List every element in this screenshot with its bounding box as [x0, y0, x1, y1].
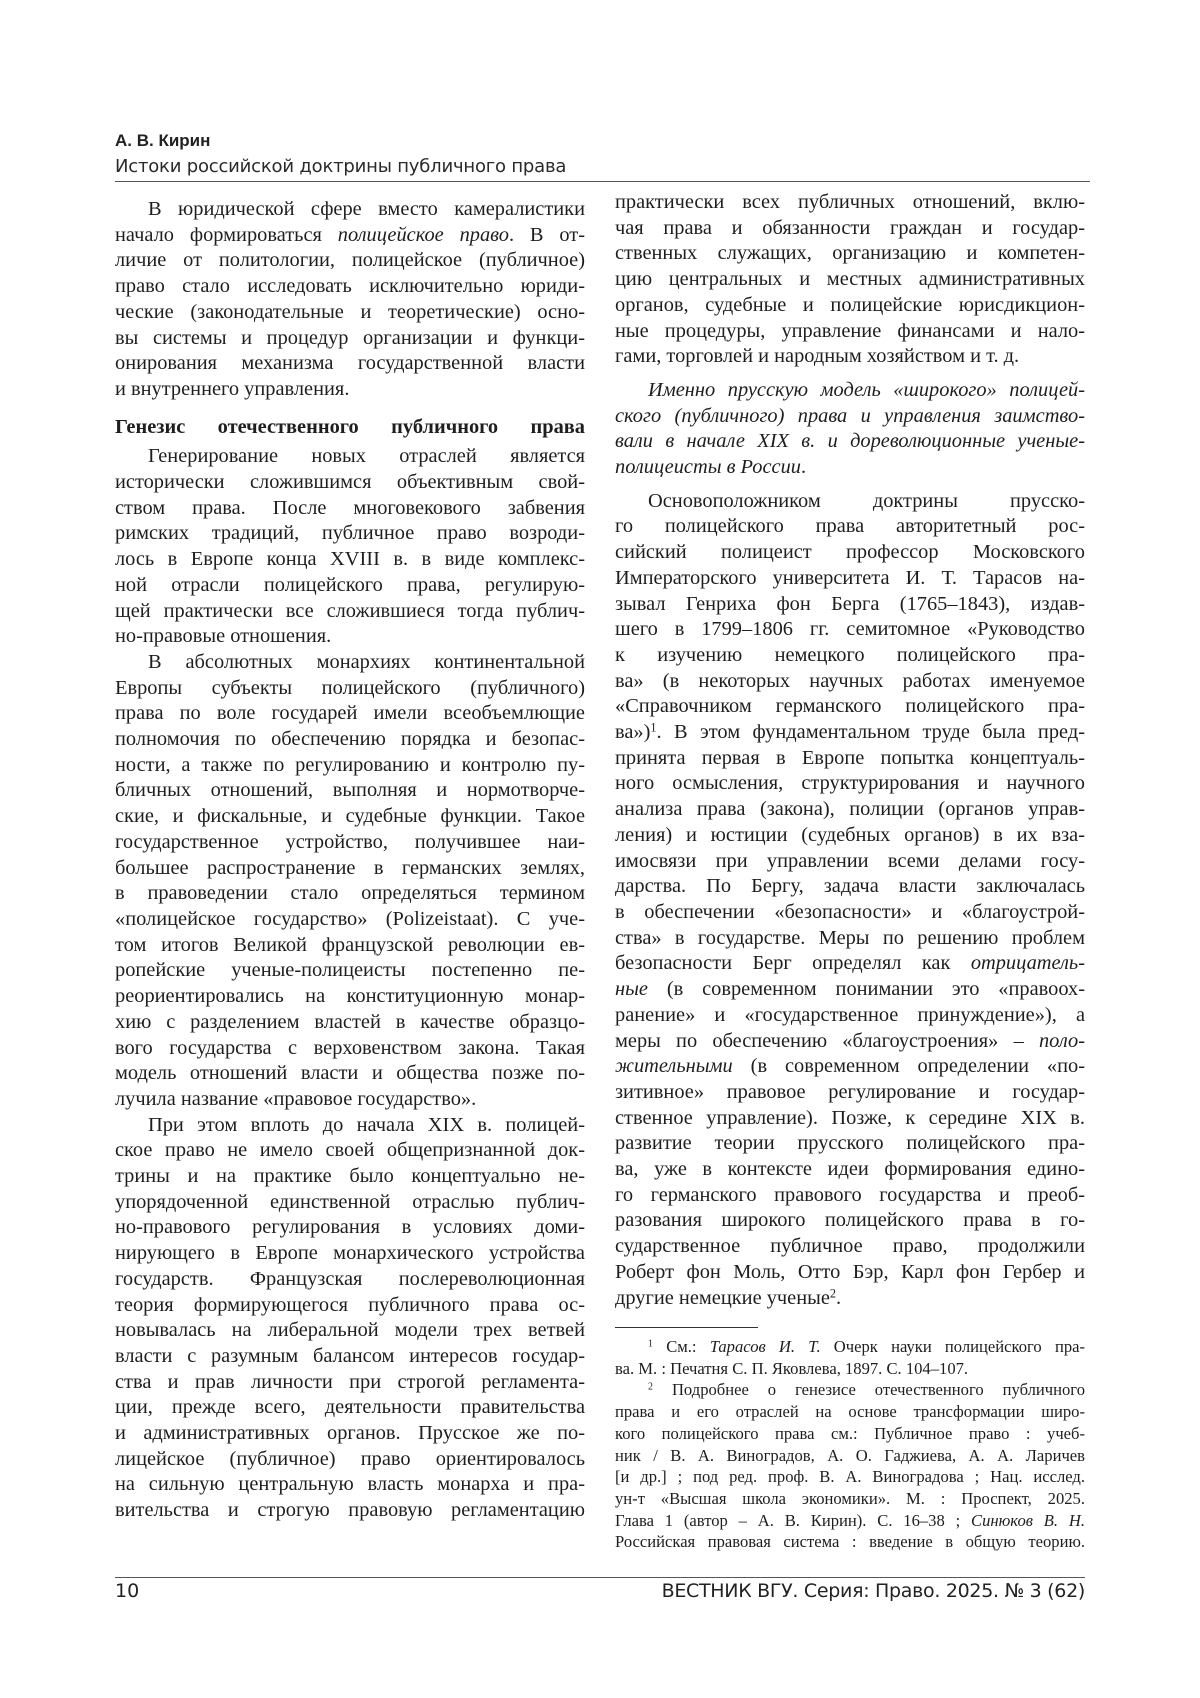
text-line — [615, 540, 1085, 566]
text-line — [115, 958, 585, 984]
footnotes — [615, 1336, 1085, 1553]
text-line — [615, 566, 1085, 592]
text-segment: (в современном определении «по- — [733, 1055, 1085, 1077]
text-line — [615, 1379, 1085, 1401]
text-line — [115, 300, 585, 326]
text-segment: и внутреннего управления. — [115, 378, 349, 400]
text-line — [615, 1183, 1085, 1209]
footer-divider — [115, 1577, 1085, 1578]
text-line — [615, 746, 1085, 772]
paragraph — [115, 444, 585, 650]
text-line — [115, 326, 585, 352]
text-line — [115, 470, 585, 496]
italic-text: ные — [615, 978, 648, 1000]
text-segment: Генерирование новых отраслей является — [148, 445, 585, 467]
text-line — [615, 771, 1085, 797]
text-segment: личие от политологии, полицейское (публичное) — [115, 249, 585, 271]
text-segment: Российская правовая система : введение в общую теорию. — [615, 1532, 1085, 1551]
text-line — [615, 190, 1085, 216]
italic-text: жительными — [615, 1055, 733, 1077]
text-line — [115, 1010, 585, 1036]
text-line — [615, 489, 1085, 515]
footnote — [615, 1379, 1085, 1553]
text-segment: органов, судебные и полицейские юрисдикцион- — [615, 294, 1085, 316]
text-segment: но-правовые отношения. — [115, 625, 331, 647]
text-segment: лучила название «правовое государство». — [115, 1088, 476, 1110]
text-segment: на сильную центральную власть монарха и пра- — [115, 1473, 585, 1495]
text-segment: ва, уже в контексте идеи формирования едино- — [615, 1158, 1085, 1180]
text-segment: ства» в государстве. Меры по решению проблем — [615, 927, 1085, 949]
text-line — [615, 1003, 1085, 1029]
text-segment: новывалась на либеральной модели трех ветвей — [115, 1319, 585, 1341]
text-segment: государств. Французская послереволюционная — [115, 1268, 585, 1290]
text-line — [615, 669, 1085, 695]
text-line — [115, 701, 585, 727]
text-segment: цию центральных и местных административных — [615, 268, 1085, 290]
text-segment: римских традиций, публичное право возроди- — [115, 522, 585, 544]
italic-text: полицейское право — [338, 224, 509, 246]
text-line — [115, 907, 585, 933]
paragraph — [615, 190, 1085, 370]
text-segment: ного осмысления, структурирования и научного — [615, 772, 1085, 794]
text-segment: ропейские ученые-полицеисты постепенно пе- — [115, 959, 585, 981]
text-segment: государственное устройство, получившее наи- — [115, 831, 585, 853]
text-segment: Генезис отечественного публичного права — [115, 416, 585, 438]
text-line — [115, 274, 585, 300]
text-segment: кого полицейского права см.: Публичное право : учеб- — [615, 1424, 1085, 1443]
text-line — [615, 951, 1085, 977]
text-line — [115, 727, 585, 753]
text-line — [615, 267, 1085, 293]
page-number: 10 — [115, 1580, 139, 1602]
text-segment: к изучению немецкого полицейского пра- — [615, 644, 1085, 666]
text-line — [615, 1234, 1085, 1260]
text-line — [615, 241, 1085, 267]
text-segment: Очерк науки полицейского пра- — [821, 1337, 1085, 1356]
paragraph — [615, 378, 1085, 481]
text-line — [115, 1138, 585, 1164]
italic-text: поло- — [1039, 1030, 1085, 1052]
text-line — [115, 778, 585, 804]
text-line — [115, 223, 585, 249]
text-line — [615, 1054, 1085, 1080]
text-segment: ственных служащих, организацию и компетен- — [615, 242, 1085, 264]
text-segment: го германского правового государства и преоб- — [615, 1184, 1085, 1206]
paragraph — [615, 489, 1085, 1312]
text-line — [115, 1421, 585, 1447]
text-segment: сударственное публичное право, продолжили — [615, 1235, 1085, 1257]
text-line — [615, 319, 1085, 345]
text-line — [115, 444, 585, 470]
text-segment: ва. М. : Печатня С. П. Яковлева, 1897. С. 104–107. — [615, 1359, 968, 1378]
text-segment: реориентировались на конституционную монар- — [115, 985, 585, 1007]
text-segment: права и его отраслей на основе трансформации широ- — [615, 1402, 1085, 1421]
italic-text: Тарасов И. Т. — [710, 1337, 821, 1356]
text-line — [115, 753, 585, 779]
paragraph — [115, 197, 585, 403]
text-line — [115, 1241, 585, 1267]
text-segment: ства и прав личности при строгой регламента- — [115, 1371, 585, 1393]
text-segment: разования широкого полицейского права в го- — [615, 1209, 1085, 1231]
text-line — [615, 455, 1085, 481]
text-segment: и административных органов. Прусское же по- — [115, 1422, 585, 1444]
text-line — [615, 1029, 1085, 1055]
text-segment: (в современном понимании это «правоох- — [648, 978, 1085, 1000]
text-segment: вы системы и процедур организации и функци- — [115, 327, 585, 349]
text-segment: полномочия по обеспечению порядка и безопас- — [115, 728, 585, 750]
footnote-ref: 2 — [830, 1286, 836, 1300]
text-line — [115, 547, 585, 573]
text-line — [615, 592, 1085, 618]
text-line — [615, 1423, 1085, 1445]
text-line — [115, 351, 585, 377]
text-segment: ции, прежде всего, деятельности правительства — [115, 1396, 585, 1418]
text-line — [115, 1190, 585, 1216]
text-line — [115, 1395, 585, 1421]
text-line — [615, 977, 1085, 1003]
text-segment: ной отрасли полицейского права, регулирую- — [115, 574, 585, 596]
text-line — [115, 804, 585, 830]
text-line — [615, 1510, 1085, 1532]
text-segment: начало формироваться — [115, 224, 338, 246]
text-segment: власти с разумным балансом интересов государ- — [115, 1345, 585, 1367]
text-segment: Основоположником доктрины прусско- — [648, 490, 1085, 512]
text-segment: ления) и юстиции (судебных органов) в их вза- — [615, 824, 1085, 846]
text-segment: принята первая в Европе попытка концептуаль- — [615, 747, 1085, 769]
text-line — [615, 1131, 1085, 1157]
text-segment: ское право не имело своей общепризнанной док- — [115, 1139, 585, 1161]
text-line — [115, 984, 585, 1010]
text-segment: меры по обеспечению «благоустроения» – — [615, 1030, 1039, 1052]
text-segment: ун-т «Высшая школа экономики». М. : Проспект, 2025. — [615, 1489, 1085, 1508]
running-header-title: Истоки российской доктрины публичного права — [115, 156, 566, 177]
text-line — [115, 248, 585, 274]
italic-text: Синюков В. Н. — [971, 1511, 1085, 1530]
text-line — [615, 874, 1085, 900]
text-segment: онирования механизма государственной власти — [115, 352, 585, 374]
footnote-ref: 1 — [648, 1339, 653, 1350]
right-column — [615, 190, 1085, 1311]
header-divider — [115, 181, 1090, 182]
text-line — [615, 1286, 1085, 1312]
text-segment: ческие (законодательные и теоретические) осно- — [115, 301, 585, 323]
text-segment: в обеспечении «безопасности» и «благоустрой- — [615, 901, 1085, 923]
text-segment: Роберт фон Моль, Отто Бэр, Карл фон Гербер и — [615, 1261, 1085, 1283]
text-line — [615, 1260, 1085, 1286]
text-line — [115, 1318, 585, 1344]
italic-text: полицеисты в России — [615, 456, 801, 478]
text-segment: имосвязи при управлении всеми делами госу- — [615, 850, 1085, 872]
text-segment: анализа права (закона), полиции (органов управ- — [615, 798, 1085, 820]
text-segment: права по воле государей имели всеобъемлющие — [115, 702, 585, 724]
left-column — [115, 197, 585, 1524]
text-segment: нирующего в Европе монархического устройства — [115, 1242, 585, 1264]
text-line — [115, 197, 585, 223]
text-line — [615, 1358, 1085, 1380]
paragraph — [115, 650, 585, 1113]
text-segment: В юридической сфере вместо камералистики — [148, 198, 585, 220]
text-line — [615, 900, 1085, 926]
text-segment: ник / В. А. Виноградов, А. О. Гаджиева, А. А. Ларичев — [615, 1446, 1085, 1465]
text-line — [615, 1080, 1085, 1106]
text-segment: ством права. После многовекового забвения — [115, 497, 585, 519]
text-line — [615, 1401, 1085, 1423]
text-line — [615, 344, 1085, 370]
text-line — [615, 514, 1085, 540]
text-line — [615, 1208, 1085, 1234]
text-segment: другие немецкие ученые — [615, 1287, 830, 1309]
text-segment: ва» (в некоторых научных работах именуемое — [615, 670, 1085, 692]
text-line — [615, 694, 1085, 720]
text-line — [115, 856, 585, 882]
text-segment: При этом вплоть до начала XIX в. полицей- — [148, 1114, 585, 1136]
italic-text: Именно прусскую модель «широкого» полицей- — [648, 379, 1085, 401]
text-segment: Императорского университета И. Т. Тарасов на- — [615, 567, 1085, 589]
text-line — [615, 720, 1085, 746]
text-segment: гами, торговлей и народным хозяйством и т. д. — [615, 345, 1019, 367]
text-segment: щей практически все сложившиеся тогда публич- — [115, 600, 585, 622]
text-segment: . — [836, 1287, 841, 1309]
text-line — [115, 1498, 585, 1524]
text-segment: модель отношений власти и общества позже по- — [115, 1062, 585, 1084]
text-segment: развитие теории прусского полицейского пра- — [615, 1132, 1085, 1154]
text-segment: теория формирующегося публичного права ос- — [115, 1294, 585, 1316]
text-line — [615, 429, 1085, 455]
text-segment: ва») — [615, 721, 650, 743]
footnote-ref: 1 — [650, 720, 656, 734]
text-line — [615, 1466, 1085, 1488]
text-line — [115, 521, 585, 547]
text-segment: В абсолютных монархиях континентальной — [148, 651, 585, 673]
text-line — [115, 496, 585, 522]
text-segment: го полицейского права авторитетный рос- — [615, 515, 1085, 537]
text-line — [615, 1531, 1085, 1553]
text-line — [115, 1036, 585, 1062]
text-line — [615, 643, 1085, 669]
text-line — [615, 216, 1085, 242]
text-line — [615, 926, 1085, 952]
text-segment: . — [801, 456, 806, 478]
text-segment: . В этом фундаментальном труде была пред- — [657, 721, 1085, 743]
text-segment: Подробнее о генезисе отечественного публичного — [653, 1380, 1085, 1399]
text-line — [615, 1488, 1085, 1510]
text-segment: зитивное» правовое регулирование и государ- — [615, 1081, 1085, 1103]
text-line — [615, 617, 1085, 643]
text-line — [615, 293, 1085, 319]
text-segment: вого государства с верховенством закона. Такая — [115, 1037, 585, 1059]
text-segment: безопасности Берг определял как — [615, 952, 971, 974]
text-segment: Глава 1 (автор – А. В. Кирин). С. 16–38 ; — [615, 1511, 971, 1530]
text-line — [115, 1370, 585, 1396]
text-line — [615, 1336, 1085, 1358]
text-line — [115, 1447, 585, 1473]
text-segment: «Справочником германского полицейского пра- — [615, 695, 1085, 717]
text-segment: См.: — [653, 1337, 710, 1356]
text-segment: бличных отношений, выполняя и нормотворче- — [115, 779, 585, 801]
text-segment: трины и на практике было концептуально не- — [115, 1165, 585, 1187]
text-line — [115, 415, 585, 441]
text-line — [115, 1113, 585, 1139]
text-line — [115, 377, 585, 403]
text-segment: [и др.] ; под ред. проф. В. А. Виноградова ; Нац. исслед. — [615, 1467, 1085, 1486]
text-segment: дарства. По Бергу, задача власти заключалась — [615, 875, 1085, 897]
text-line — [615, 1157, 1085, 1183]
footnote — [615, 1336, 1085, 1379]
text-line — [115, 650, 585, 676]
text-line — [115, 1293, 585, 1319]
text-line — [615, 849, 1085, 875]
text-line — [115, 1344, 585, 1370]
text-line — [115, 599, 585, 625]
text-segment: . В от- — [509, 224, 585, 246]
text-line — [115, 1267, 585, 1293]
text-segment: лицейское (публичное) право ориентировалось — [115, 1448, 585, 1470]
text-line — [615, 1445, 1085, 1467]
text-line — [115, 1215, 585, 1241]
text-segment: большее распространение в германских землях, — [115, 857, 585, 879]
text-line — [615, 378, 1085, 404]
paragraph — [115, 1113, 585, 1524]
text-segment: ные процедуры, управление финансами и нало- — [615, 320, 1085, 342]
text-line — [615, 797, 1085, 823]
text-segment: шего в 1799–1806 гг. семитомное «Руководство — [615, 618, 1085, 640]
text-line — [615, 1106, 1085, 1132]
text-segment: но-правового регулирования в условиях доми- — [115, 1216, 585, 1238]
text-segment: зывал Генриха фон Берга (1765–1843), издав- — [615, 593, 1085, 615]
text-line — [115, 573, 585, 599]
text-segment: чая права и обязанности граждан и государ- — [615, 217, 1085, 239]
section-heading — [115, 415, 585, 441]
text-segment: исторически сложившимся объективным свой- — [115, 471, 585, 493]
footnote-ref: 2 — [648, 1382, 653, 1393]
text-line — [115, 1164, 585, 1190]
text-line — [115, 933, 585, 959]
text-segment: ские, и фискальные, и судебные функции. Такое — [115, 805, 585, 827]
text-line — [615, 823, 1085, 849]
text-line — [615, 404, 1085, 430]
text-segment: в правоведении стало определяться термином — [115, 882, 585, 904]
text-line — [115, 676, 585, 702]
text-line — [115, 830, 585, 856]
italic-text: ского (публичного) права и управления заимство- — [615, 405, 1085, 427]
text-line — [115, 1061, 585, 1087]
text-segment: сийский полицеист профессор Московского — [615, 541, 1085, 563]
text-segment: хию с разделением властей в качестве образцо- — [115, 1011, 585, 1033]
text-segment: лось в Европе конца XVIII в. в виде комплекс- — [115, 548, 585, 570]
text-segment: «полицейское государство» (Polizeistaat). С уче- — [115, 908, 585, 930]
text-segment: том итогов Великой французской революции ев- — [115, 934, 585, 956]
text-line — [115, 881, 585, 907]
journal-title: ВЕСТНИК ВГУ. Серия: Право. 2025. № 3 (62) — [662, 1580, 1085, 1602]
text-segment: ственное управление). Позже, к середине XIX в. — [615, 1107, 1085, 1129]
text-segment: упорядоченной единственной отраслью публич- — [115, 1191, 585, 1213]
text-segment: практически всех публичных отношений, вклю- — [615, 191, 1085, 213]
text-segment: Европы субъекты полицейского (публичного) — [115, 677, 585, 699]
text-line — [115, 1087, 585, 1113]
text-line — [115, 1472, 585, 1498]
italic-text: вали в начале XIX в. и дореволюционные ученые- — [615, 430, 1085, 452]
text-line — [115, 624, 585, 650]
running-header-author: А. В. Кирин — [115, 131, 210, 151]
italic-text: отрицатель- — [971, 952, 1085, 974]
text-segment: вительства и строгую правовую регламентацию — [115, 1499, 585, 1521]
text-segment: ранение» и «государственное принуждение»), а — [615, 1004, 1085, 1026]
text-segment: право стало исследовать исключительно юриди- — [115, 275, 585, 297]
text-segment: ности, а также по регулированию и контролю пу- — [115, 754, 585, 776]
footnote-divider — [615, 1327, 758, 1328]
